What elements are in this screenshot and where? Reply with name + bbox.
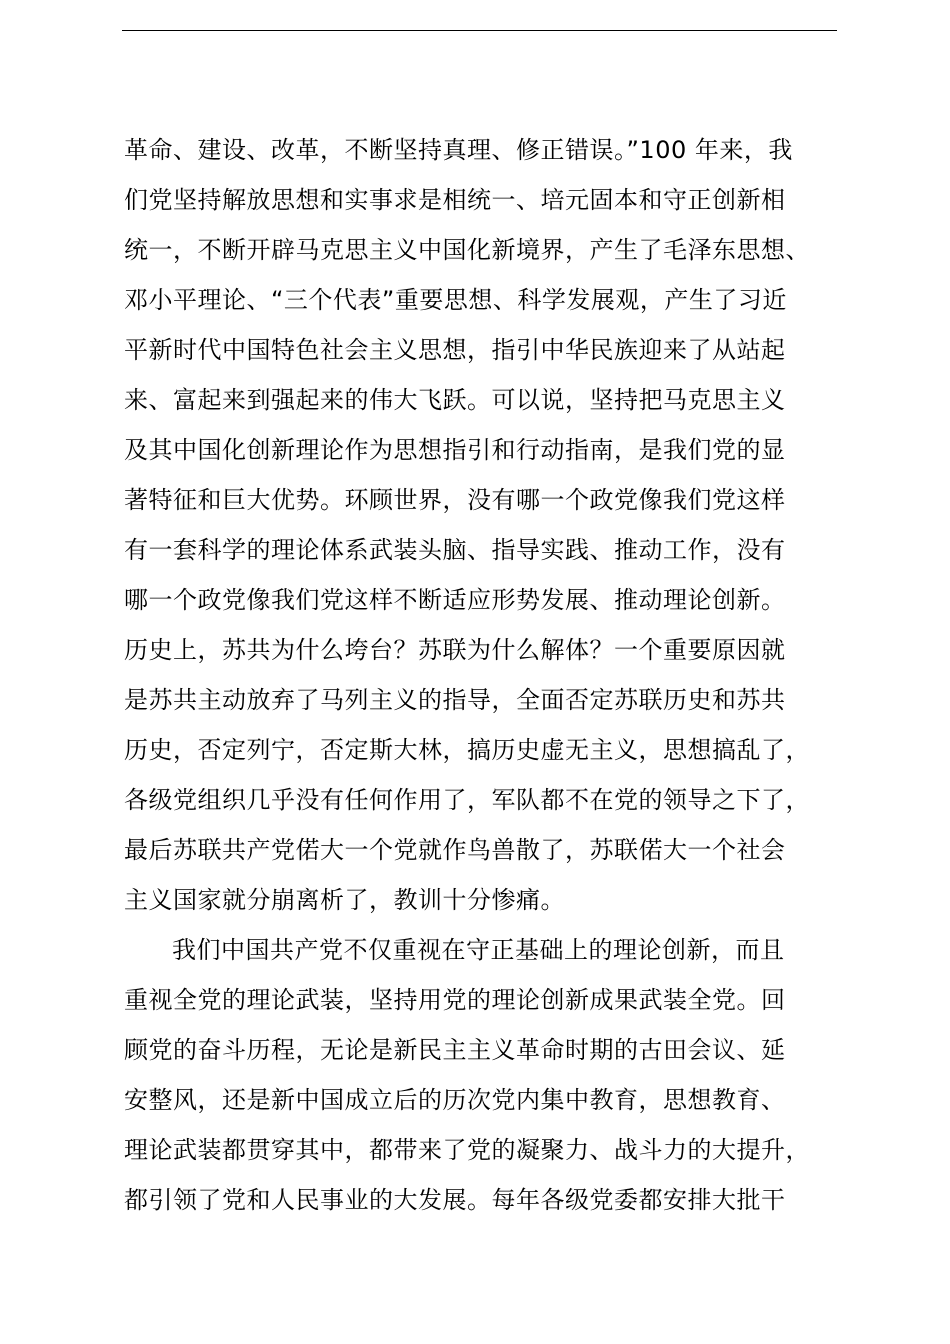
text-line: 理论武装都贯穿其中，都带来了党的凝聚力、战斗力的大提升， (124, 1136, 810, 1164)
text-line: 主义国家就分崩离析了，教训十分惨痛。 (124, 886, 565, 914)
text-line: 及其中国化创新理论作为思想指引和行动指南，是我们党的显 (124, 436, 786, 464)
text-line: 革命、建设、改革，不断坚持真理、修正错误。”100 年来，我 (124, 136, 793, 164)
text-line: 来、富起来到强起来的伟大飞跃。可以说，坚持把马克思主义 (124, 386, 786, 414)
text-line: 平新时代中国特色社会主义思想，指引中华民族迎来了从站起 (124, 336, 786, 364)
text-line: 最后苏联共产党偌大一个党就作鸟兽散了，苏联偌大一个社会 (124, 836, 786, 864)
text-line: 们党坚持解放思想和实事求是相统一、培元固本和守正创新相 (124, 186, 786, 214)
text-line: 历史，否定列宁，否定斯大林，搞历史虚无主义，思想搞乱了， (124, 736, 810, 764)
text-line: 各级党组织几乎没有任何作用了，军队都不在党的领导之下了， (124, 786, 810, 814)
text-line: 重视全党的理论武装，坚持用党的理论创新成果武装全党。回 (124, 986, 786, 1014)
text-line: 哪一个政党像我们党这样不断适应形势发展、推动理论创新。 (124, 586, 786, 614)
text-line: 统一，不断开辟马克思主义中国化新境界，产生了毛泽东思想、 (124, 236, 810, 264)
text-line: 邓小平理论、“三个代表”重要思想、科学发展观，产生了习近 (124, 286, 787, 314)
paragraph-start-line: 我们中国共产党不仅重视在守正基础上的理论创新，而且 (172, 936, 785, 964)
text-line: 历史上，苏共为什么垮台？苏联为什么解体？一个重要原因就 (124, 636, 786, 664)
text-line: 是苏共主动放弃了马列主义的指导，全面否定苏联历史和苏共 (124, 686, 786, 714)
text-line: 都引领了党和人民事业的大发展。每年各级党委都安排大批干 (124, 1186, 786, 1214)
document-body (124, 130, 864, 1230)
header-rule (122, 30, 837, 31)
text-line: 有一套科学的理论体系武装头脑、指导实践、推动工作，没有 (124, 536, 786, 564)
text-line: 安整风，还是新中国成立后的历次党内集中教育，思想教育、 (124, 1086, 786, 1114)
text-line: 顾党的奋斗历程，无论是新民主主义革命时期的古田会议、延 (124, 1036, 786, 1064)
text-line: 著特征和巨大优势。环顾世界，没有哪一个政党像我们党这样 (124, 486, 786, 514)
